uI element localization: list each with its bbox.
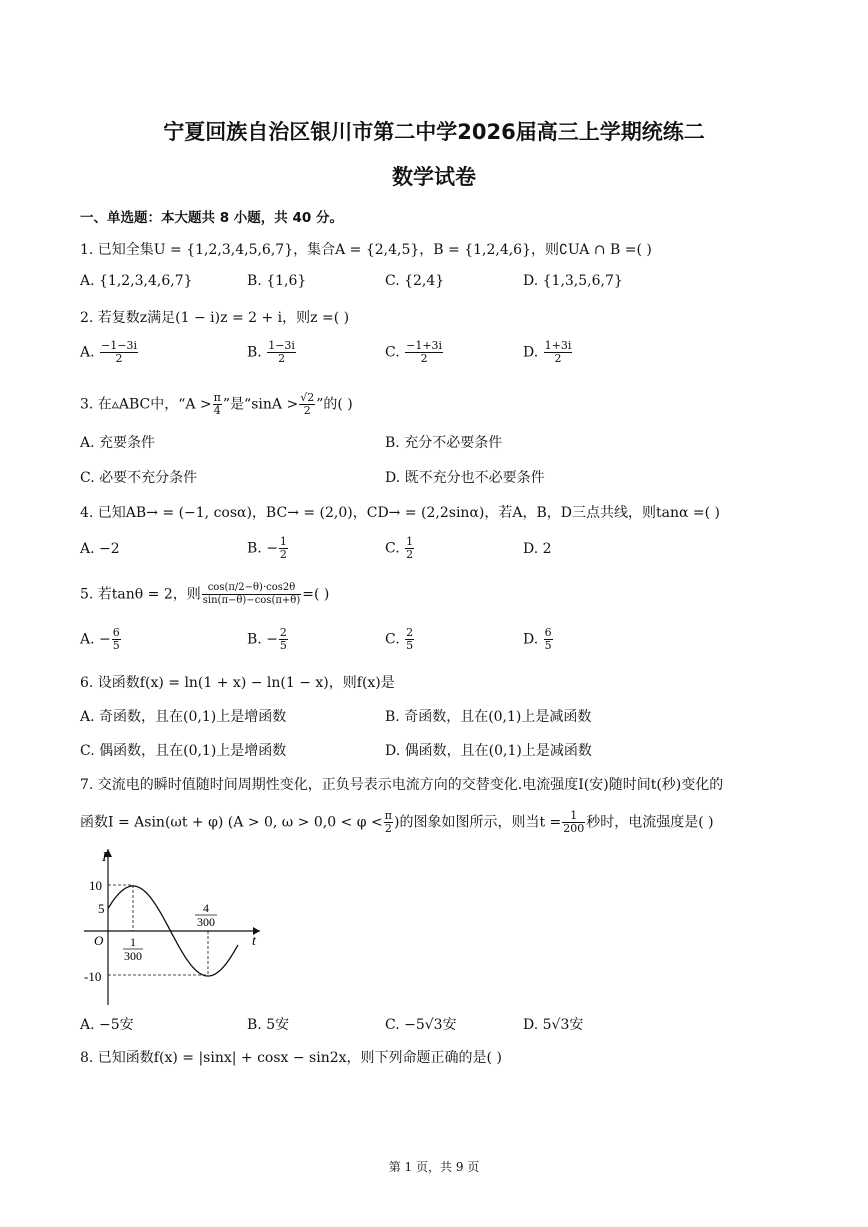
y-tick-10: 10 bbox=[89, 878, 102, 893]
y-axis-label: I bbox=[102, 850, 107, 865]
question-4-stem: 4. 已知AB→ = (−1, cosα)，BC→ = (2,0)，CD→ = (2,2sinα)，若A，B，D三点共线，则tanα =( ) bbox=[80, 505, 720, 521]
q2-option-a: A. $\frac{-1-3i}{2}$ bbox=[80, 339, 137, 365]
question-5-stem: 5. 若tanθ = 2，则 $\frac{\cos(\pi/2-\theta)\cdot\cos 2\theta}{\sin(\pi-\theta)-\cos(\pi+\theta)}$ =( ) bbox=[80, 582, 330, 606]
question-8-stem: 8. 已知函数f(x) = |sinx| + cosx − sin2x，则下列命题正确的是( ) bbox=[80, 1050, 502, 1066]
q4-option-b: B. − $\frac{1}{2}$ bbox=[247, 535, 287, 561]
q4-option-c: C. $\frac{1}{2}$ bbox=[385, 535, 414, 561]
q7-option-a: A. −5安 bbox=[80, 1017, 134, 1033]
document-title: 宁夏回族自治区银川市第二中学2026届高三上学期统练二 bbox=[163, 120, 705, 144]
x-tick-4-den: 300 bbox=[197, 915, 215, 929]
page-footer: 第 1 页，共 9 页 bbox=[388, 1160, 480, 1174]
q3-option-a: A. 充要条件 bbox=[80, 435, 156, 451]
q1-option-d: D. {1,3,5,6,7} bbox=[523, 273, 623, 289]
q1-option-a: A. {1,2,3,4,6,7} bbox=[80, 273, 193, 289]
question-1-stem: 1. 已知全集U = {1,2,3,4,5,6,7}，集合A = {2,4,5}，B = {1,2,4,6}，则∁UA ∩ B =( ) bbox=[80, 242, 652, 258]
question-7-stem-line2: 函数I = Asin(ωt + φ) (A > 0, ω > 0,0 < φ < $\frac{\pi}{2}$ )的图象如图所示，则当t = $\frac{1}{200}$ 秒时，电流强度是( ) bbox=[80, 809, 714, 835]
q3-option-c: C. 必要不充分条件 bbox=[80, 470, 198, 486]
origin-label: O bbox=[94, 933, 104, 948]
x-tick-1-num: 1 bbox=[130, 935, 136, 949]
q5-option-b: B. − $\frac{2}{5}$ bbox=[247, 626, 287, 652]
q2-option-d: D. $\frac{1+3i}{2}$ bbox=[523, 339, 572, 365]
q7-option-c: C. −5√3安 bbox=[385, 1017, 457, 1033]
q6-option-a: A. 奇函数，且在(0,1)上是增函数 bbox=[80, 709, 287, 725]
q5-option-d: D. $\frac{6}{5}$ bbox=[523, 626, 552, 652]
q6-option-d: D. 偶函数，且在(0,1)上是减函数 bbox=[385, 743, 592, 759]
q1-option-c: C. {2,4} bbox=[385, 273, 445, 289]
x-tick-1-den: 300 bbox=[124, 949, 142, 963]
q7-option-b: B. 5安 bbox=[247, 1017, 290, 1033]
q3-option-d: D. 既不充分也不必要条件 bbox=[385, 470, 545, 486]
x-axis-label: t bbox=[252, 934, 256, 949]
y-tick-5: 5 bbox=[98, 901, 105, 916]
x-tick-4-num: 4 bbox=[203, 901, 209, 915]
q4-option-a: A. −2 bbox=[80, 541, 120, 557]
section-heading: 一、单选题：本大题共 8 小题，共 40 分。 bbox=[80, 210, 343, 226]
q5-option-a: A. − $\frac{6}{5}$ bbox=[80, 626, 120, 652]
document-subtitle: 数学试卷 bbox=[392, 165, 476, 189]
question-3-stem: 3. 在▵ABC中，“A > $\frac{\pi}{4}$ ”是“sinA > $\frac{√2}{2}$ ”的( ) bbox=[80, 391, 353, 417]
q3-option-b: B. 充分不必要条件 bbox=[385, 435, 503, 451]
q7-option-d: D. 5√3安 bbox=[523, 1017, 584, 1033]
q6-option-b: B. 奇函数，且在(0,1)上是减函数 bbox=[385, 709, 592, 725]
question-6-stem: 6. 设函数f(x) = ln(1 + x) − ln(1 − x)，则f(x)是 bbox=[80, 675, 395, 691]
q6-option-c: C. 偶函数，且在(0,1)上是增函数 bbox=[80, 743, 287, 759]
y-tick-neg10: -10 bbox=[84, 969, 102, 984]
question-2-stem: 2. 若复数z满足(1 − i)z = 2 + i，则z =( ) bbox=[80, 310, 350, 326]
q4-option-d: D. 2 bbox=[523, 541, 552, 557]
q5-option-c: C. $\frac{2}{5}$ bbox=[385, 626, 414, 652]
q2-option-b: B. $\frac{1-3i}{2}$ bbox=[247, 339, 295, 365]
question-7-stem-line1: 7. 交流电的瞬时值随时间周期性变化，正负号表示电流方向的交替变化.电流强度I(安)随时间t(秒)变化的 bbox=[80, 777, 724, 793]
q1-option-b: B. {1,6} bbox=[247, 273, 307, 289]
q2-option-c: C. $\frac{-1+3i}{2}$ bbox=[385, 339, 443, 365]
current-sine-graph bbox=[78, 845, 278, 1005]
